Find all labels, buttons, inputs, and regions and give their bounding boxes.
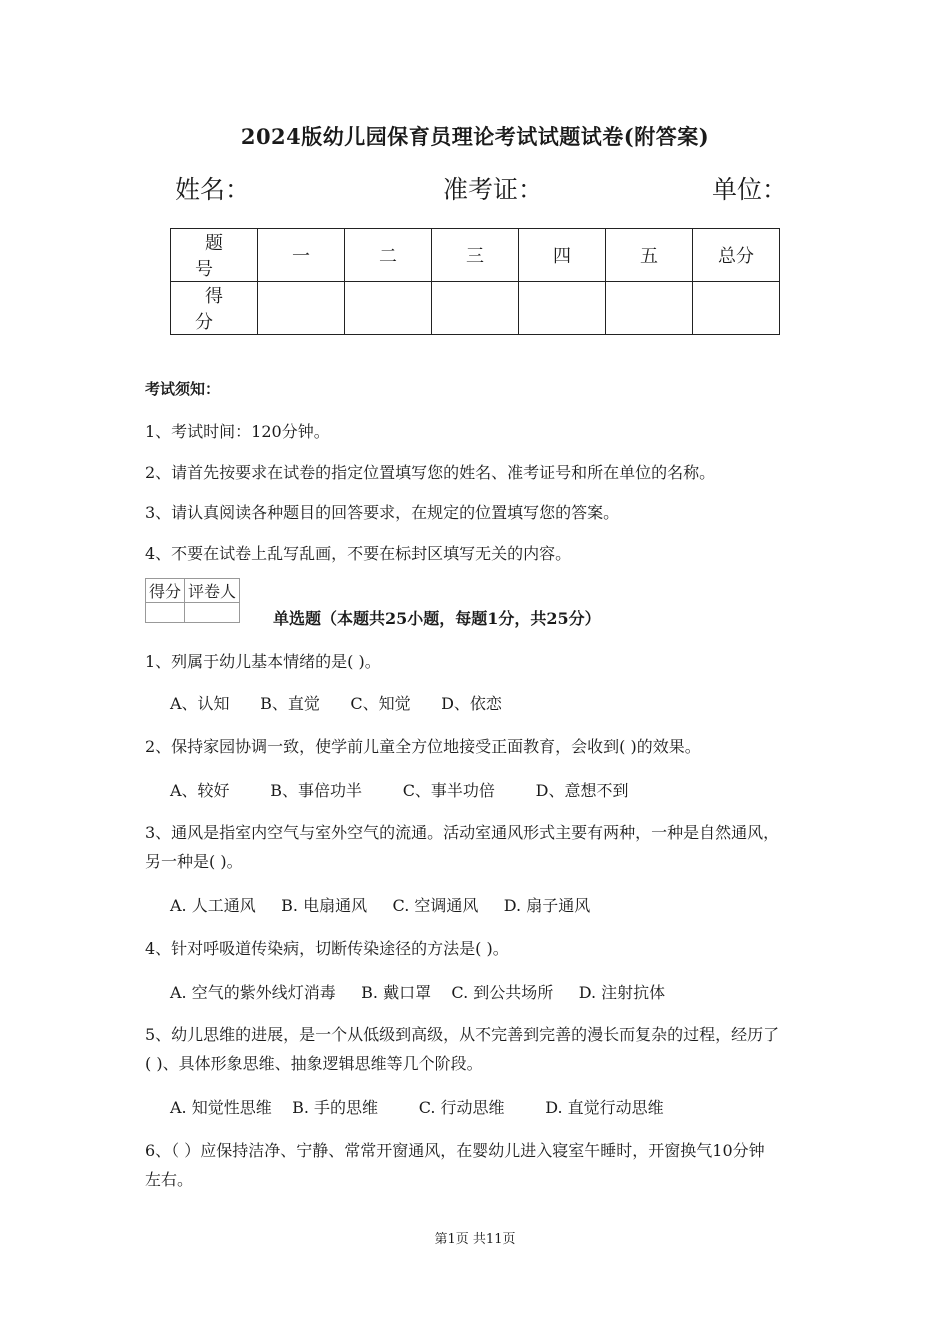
question-1-options: A、认知 B、直觉 C、知觉 D、依恋	[170, 694, 502, 713]
unit-label: 单位：	[712, 175, 788, 204]
score-blank-cell[interactable]	[519, 282, 606, 335]
score-header-cell: 三	[432, 229, 519, 282]
question-2: 2、保持家园协调一致，使学前儿童全方位地接受正面教育，会收到( )的效果。	[145, 737, 701, 756]
grader-score-blank[interactable]	[146, 603, 185, 623]
page-footer: 第1页 共11页	[434, 1232, 516, 1247]
score-blank-cell[interactable]	[258, 282, 345, 335]
score-blank-cell[interactable]	[693, 282, 780, 335]
question-3-cont: 另一种是( )。	[145, 852, 243, 871]
notice-item: 3、请认真阅读各种题目的回答要求，在规定的位置填写您的答案。	[145, 503, 620, 522]
name-label: 姓名：	[175, 175, 251, 204]
grader-score-label: 得分	[146, 579, 185, 603]
score-header-cell: 四	[519, 229, 606, 282]
score-header-cell: 五	[606, 229, 693, 282]
exam-id-label: 准考证：	[443, 175, 544, 204]
section-title: 单选题（本题共25小题，每题1分，共25分）	[273, 609, 601, 628]
document-title: 2024版幼儿园保育员理论考试试题试卷(附答案)	[240, 124, 710, 149]
question-6-cont: 左右。	[145, 1170, 194, 1189]
notice-item: 1、考试时间：120分钟。	[145, 422, 330, 441]
question-3-options: A. 人工通风 B. 电扇通风 C. 空调通风 D. 扇子通风	[170, 896, 591, 915]
grader-name-blank[interactable]	[185, 603, 240, 623]
score-table-score-row	[171, 282, 780, 335]
grader-box	[145, 578, 240, 623]
score-blank-cell[interactable]	[432, 282, 519, 335]
score-blank-cell[interactable]	[345, 282, 432, 335]
question-6: 6、（ ）应保持洁净、宁静、常常开窗通风，在婴幼儿进入寝室午睡时，开窗换气10分钟	[145, 1141, 765, 1160]
score-table-header-row	[171, 229, 780, 282]
question-1: 1、列属于幼儿基本情绪的是( )。	[145, 652, 381, 671]
question-2-options: A、较好 B、事倍功半 C、事半功倍 D、意想不到	[170, 781, 629, 800]
notice-title: 考试须知：	[145, 380, 221, 398]
score-header-cell: 一	[258, 229, 345, 282]
question-4-options: A. 空气的紫外线灯消毒 B. 戴口罩 C. 到公共场所 D. 注射抗体	[170, 983, 666, 1002]
score-row-label: 得 分	[171, 282, 258, 335]
question-5: 5、幼儿思维的进展，是一个从低级到高级，从不完善到完善的漫长而复杂的过程，经历了	[145, 1025, 780, 1044]
notice-item: 4、不要在试卷上乱写乱画，不要在标封区填写无关的内容。	[145, 544, 572, 563]
notice-item: 2、请首先按要求在试卷的指定位置填写您的姓名、准考证号和所在单位的名称。	[145, 463, 716, 482]
score-blank-cell[interactable]	[606, 282, 693, 335]
question-3: 3、通风是指室内空气与室外空气的流通。活动室通风形式主要有两种，一种是自然通风，	[145, 823, 780, 842]
score-header-cell: 二	[345, 229, 432, 282]
question-5-cont: ( )、具体形象思维、抽象逻辑思维等几个阶段。	[145, 1054, 483, 1073]
question-5-options: A. 知觉性思维 B. 手的思维 C. 行动思维 D. 直觉行动思维	[170, 1098, 664, 1117]
score-header-cell: 总分	[693, 229, 780, 282]
score-header-cell: 题 号	[171, 229, 258, 282]
question-4: 4、针对呼吸道传染病，切断传染途径的方法是( )。	[145, 939, 509, 958]
score-table	[170, 228, 780, 335]
grader-name-label: 评卷人	[185, 579, 240, 603]
